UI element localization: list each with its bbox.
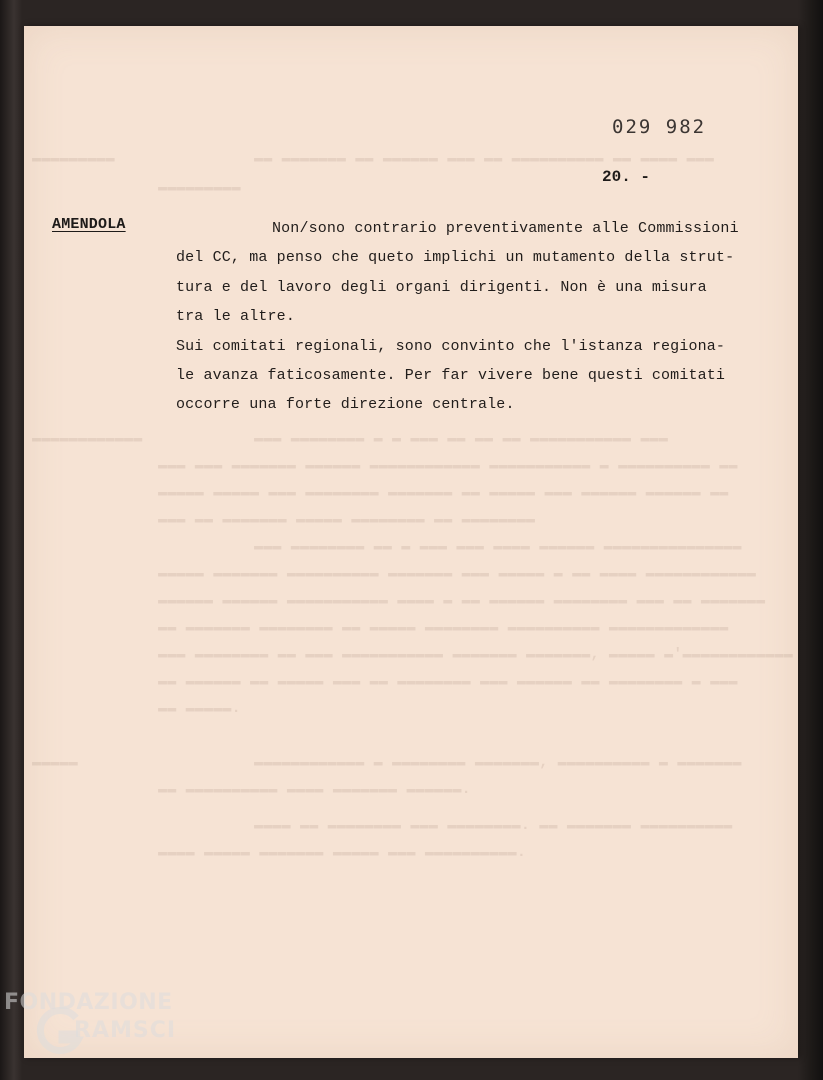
text-line: del CC, ma penso che queto implichi un mutamento della strut-: [176, 249, 735, 267]
bleed-through-mark: ▬▬▬▬▬▬▬▬▬: [32, 150, 115, 167]
text-line: occorre una forte direzione centrale.: [176, 396, 515, 414]
speaker-name: AMENDOLA: [52, 216, 126, 233]
text-line: le avanza faticosamente. Per far vivere bene questi comitati: [176, 367, 726, 385]
bleed-through-mark: ▬▬ ▬▬▬▬▬▬▬▬▬▬ ▬▬▬▬ ▬▬▬▬▬▬▬ ▬▬▬▬▬▬.: [158, 781, 471, 798]
bleed-through-mark: ▬▬▬ ▬▬ ▬▬▬▬▬▬▬ ▬▬▬▬▬ ▬▬▬▬▬▬▬▬ ▬▬ ▬▬▬▬▬▬▬▬: [158, 511, 536, 528]
bleed-through-mark: ▬▬▬▬▬ ▬▬▬▬▬▬▬ ▬▬▬▬▬▬▬▬▬▬ ▬▬▬▬▬▬▬ ▬▬▬ ▬▬▬▬▬ ▬ ▬▬ ▬▬▬▬ ▬▬▬▬▬▬▬▬▬▬▬▬: [158, 565, 757, 582]
text-line: tra le altre.: [176, 308, 295, 326]
bleed-through-mark: ▬▬▬▬▬▬▬▬▬▬▬▬ ▬ ▬▬▬▬▬▬▬▬ ▬▬▬▬▬▬▬, ▬▬▬▬▬▬▬▬▬▬ ▬ ▬▬▬▬▬▬▬: [254, 754, 742, 771]
bleed-through-mark: ▬▬▬ ▬▬▬▬▬▬▬▬ ▬ ▬ ▬▬▬ ▬▬ ▬▬ ▬▬ ▬▬▬▬▬▬▬▬▬▬▬ ▬▬▬: [254, 430, 669, 447]
bleed-through-mark: ▬▬ ▬▬▬▬▬▬ ▬▬ ▬▬▬▬▬ ▬▬▬ ▬▬ ▬▬▬▬▬▬▬▬ ▬▬▬ ▬▬▬▬▬▬ ▬▬ ▬▬▬▬▬▬▬▬ ▬ ▬▬▬: [158, 673, 738, 690]
bleed-through-mark: ▬▬ ▬▬▬▬▬▬▬ ▬▬▬▬▬▬▬▬ ▬▬ ▬▬▬▬▬ ▬▬▬▬▬▬▬▬ ▬▬▬▬▬▬▬▬▬▬ ▬▬▬▬▬▬▬▬▬▬▬▬▬: [158, 619, 729, 636]
bleed-through-mark: ▬▬ ▬▬▬▬▬.: [158, 700, 241, 717]
bleed-through-mark: ▬▬▬▬▬▬▬▬▬: [158, 179, 241, 196]
text-line: Sui comitati regionali, sono convinto che l'istanza regiona-: [176, 337, 726, 355]
bleed-through-mark: ▬▬▬▬▬▬▬▬▬▬▬▬: [32, 430, 143, 447]
bleed-through-mark: ▬▬▬▬▬ ▬▬▬▬▬ ▬▬▬ ▬▬▬▬▬▬▬▬ ▬▬▬▬▬▬▬ ▬▬ ▬▬▬▬▬ ▬▬▬ ▬▬▬▬▬▬ ▬▬▬▬▬▬ ▬▬: [158, 484, 729, 501]
text-line: Non/sono contrario preventivamente alle Commissioni: [272, 220, 739, 237]
page-number: 20. -: [602, 168, 651, 186]
bleed-through-mark: ▬▬▬▬ ▬▬ ▬▬▬▬▬▬▬▬ ▬▬▬ ▬▬▬▬▬▬▬▬. ▬▬ ▬▬▬▬▬▬▬ ▬▬▬▬▬▬▬▬▬▬: [254, 817, 733, 834]
bleed-through-mark: ▬▬▬ ▬▬▬▬▬▬▬▬ ▬▬ ▬▬▬ ▬▬▬▬▬▬▬▬▬▬▬ ▬▬▬▬▬▬▬ ▬▬▬▬▬▬▬, ▬▬▬▬▬ ▬'▬▬▬▬▬▬▬▬▬▬▬▬: [158, 646, 793, 663]
bleed-through-mark: ▬▬▬ ▬▬▬▬▬▬▬▬ ▬▬ ▬ ▬▬▬ ▬▬▬ ▬▬▬▬ ▬▬▬▬▬▬ ▬▬▬▬▬▬▬▬▬▬▬▬▬▬▬: [254, 538, 742, 555]
text-line: tura e del lavoro degli organi dirigenti. Non è una misura: [176, 278, 707, 296]
document-page: [24, 26, 798, 1058]
bleed-through-mark: ▬▬▬▬ ▬▬▬▬▬ ▬▬▬▬▬▬▬ ▬▬▬▬▬ ▬▬▬ ▬▬▬▬▬▬▬▬▬▬.: [158, 844, 527, 861]
bleed-through-mark: ▬▬▬ ▬▬▬ ▬▬▬▬▬▬▬ ▬▬▬▬▬▬ ▬▬▬▬▬▬▬▬▬▬▬▬ ▬▬▬▬▬▬▬▬▬▬▬ ▬ ▬▬▬▬▬▬▬▬▬▬ ▬▬: [158, 457, 738, 474]
bleed-through-mark: ▬▬ ▬▬▬▬▬▬▬ ▬▬ ▬▬▬▬▬▬ ▬▬▬ ▬▬ ▬▬▬▬▬▬▬▬▬▬ ▬▬ ▬▬▬▬ ▬▬▬: [254, 150, 715, 167]
watermark-line-2: RAMSCI: [74, 1018, 177, 1043]
bleed-through-mark: ▬▬▬▬▬: [32, 754, 79, 771]
archive-document-number: 029 982: [612, 116, 707, 138]
bleed-through-mark: ▬▬▬▬▬▬ ▬▬▬▬▬▬ ▬▬▬▬▬▬▬▬▬▬▬ ▬▬▬▬ ▬ ▬▬ ▬▬▬▬▬▬ ▬▬▬▬▬▬▬▬ ▬▬▬ ▬▬ ▬▬▬▬▬▬▬: [158, 592, 766, 609]
speech-paragraph: [176, 214, 786, 420]
watermark-line-1: FONDAZIONE: [4, 990, 173, 1015]
fondazione-gramsci-watermark: [4, 990, 204, 1070]
